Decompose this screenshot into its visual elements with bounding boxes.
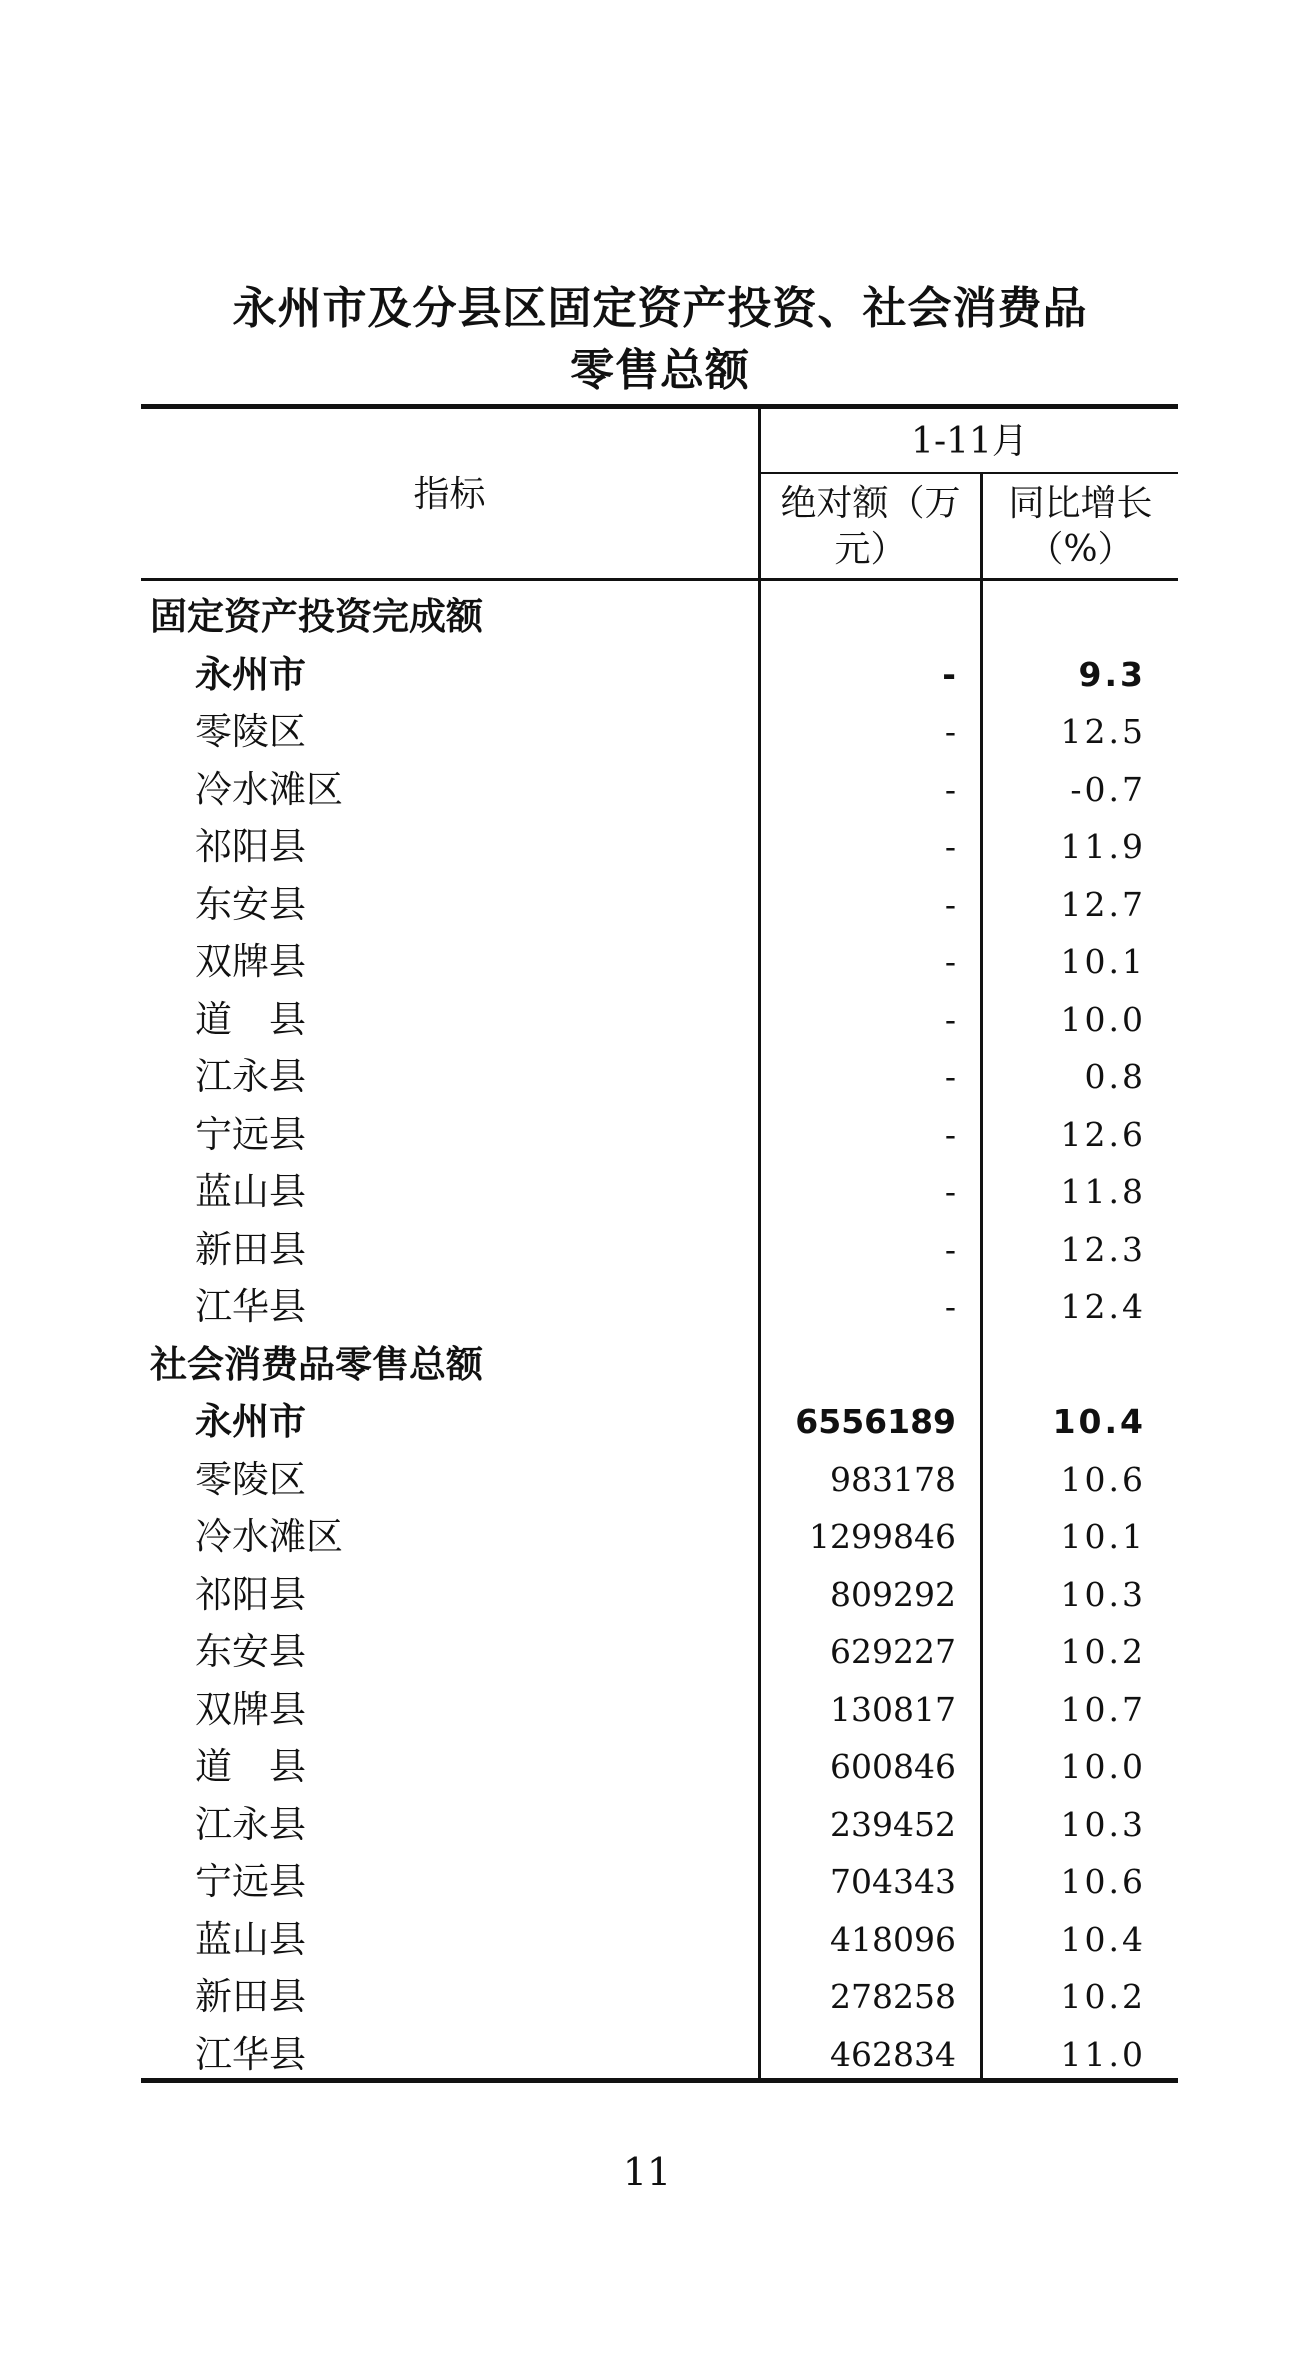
row-growth-rate: 11.8 [1060,1172,1146,1211]
row-growth-rate: 12.7 [1060,884,1146,924]
row-name: 宁远县 [195,1112,306,1156]
row-name: 零陵区 [195,1457,306,1501]
row-growth-rate: 12.5 [1060,712,1146,751]
document-title [140,278,1180,402]
row-growth-rate: -0.7 [1070,769,1146,809]
row-name: 零陵区 [195,710,306,753]
row-absolute-value: 6556189 [795,1402,956,1441]
header-bottom-rule [141,578,1178,581]
row-absolute-value: - [942,654,956,694]
row-absolute-value: - [944,1229,956,1269]
row-absolute-value: 130817 [830,1689,956,1729]
row-name: 新田县 [195,1975,306,2018]
row-absolute-value: 600846 [830,1747,956,1786]
row-growth-rate: 11.0 [1060,2034,1146,2074]
row-growth-rate: 10.6 [1060,1459,1146,1499]
row-growth-rate: 10.4 [1060,1919,1146,1959]
row-name: 双牌县 [195,1687,306,1731]
row-growth-rate: 11.9 [1060,827,1146,866]
header-growth-line2: （%） [1027,529,1134,570]
table-bottom-rule [141,2078,1178,2083]
row-absolute-value: - [944,1287,956,1326]
row-name: 江华县 [195,2032,306,2076]
row-absolute-value: - [944,1114,956,1154]
title-line-2: 零售总额 [570,345,750,396]
row-name: 道 县 [195,1745,306,1788]
row-growth-rate: 10.4 [1052,1402,1146,1441]
row-absolute-value: 629227 [830,1632,956,1671]
row-name: 江华县 [195,1285,306,1328]
row-absolute-value: - [944,1172,956,1211]
row-name: 江永县 [195,1055,306,1098]
row-growth-rate: 10.1 [1060,942,1146,981]
row-absolute-value: - [944,884,956,924]
row-name: 宁远县 [195,1860,306,1903]
row-absolute-value: - [944,712,956,751]
row-absolute-value: 704343 [830,1862,956,1901]
row-growth-rate: 10.0 [1060,999,1146,1039]
row-growth-rate: 9.3 [1078,654,1146,694]
section-title: 固定资产投资完成额 [150,595,483,638]
row-name: 祁阳县 [195,1572,306,1616]
header-absolute-line1: 绝对额（万 [780,483,961,524]
row-name: 祁阳县 [195,825,306,868]
row-name: 江永县 [195,1802,306,1846]
row-absolute-value: - [944,769,956,809]
row-absolute-value: 278258 [830,1977,956,2016]
row-absolute-value: 1299846 [809,1517,956,1556]
row-growth-rate: 10.1 [1060,1517,1146,1556]
header-absolute-line2: 元） [834,529,907,570]
column-divider-2 [980,474,983,2079]
row-name: 冷水滩区 [195,1515,343,1558]
row-absolute-value: 809292 [830,1574,956,1614]
row-absolute-value: 239452 [830,1804,956,1844]
header-growth-line1: 同比增长 [1008,483,1153,524]
row-growth-rate: 10.3 [1060,1574,1146,1614]
row-growth-rate: 10.0 [1060,1747,1146,1786]
row-name: 永州市 [195,1400,306,1443]
row-absolute-value: - [944,827,956,866]
row-growth-rate: 10.7 [1060,1689,1146,1729]
row-name: 冷水滩区 [195,767,343,811]
page-number: 11 [622,2150,672,2194]
row-absolute-value: 418096 [830,1919,956,1959]
row-absolute-value: - [944,942,956,981]
row-name: 蓝山县 [195,1170,306,1213]
row-absolute-value: 462834 [830,2034,956,2074]
row-name: 双牌县 [195,940,306,983]
title-line-1: 永州市及分县区固定资产投资、社会消费品 [232,283,1088,334]
header-indicator: 指标 [413,474,486,515]
row-absolute-value: 983178 [830,1459,956,1499]
table-top-rule [141,404,1178,409]
row-name: 蓝山县 [195,1917,306,1961]
row-growth-rate: 10.2 [1060,1632,1146,1671]
row-growth-rate: 12.6 [1060,1114,1146,1154]
row-name: 永州市 [195,652,306,696]
header-period: 1-11月 [911,421,1028,462]
row-growth-rate: 12.4 [1060,1287,1146,1326]
row-growth-rate: 10.2 [1060,1977,1146,2016]
row-name: 东安县 [195,1630,306,1673]
row-absolute-value: - [944,1057,956,1096]
row-growth-rate: 0.8 [1084,1057,1146,1096]
row-growth-rate: 10.3 [1060,1804,1146,1844]
row-growth-rate: 10.6 [1060,1862,1146,1901]
row-name: 东安县 [195,882,306,926]
section-title: 社会消费品零售总额 [150,1342,483,1386]
row-growth-rate: 12.3 [1060,1229,1146,1269]
row-name: 新田县 [195,1227,306,1271]
row-name: 道 县 [195,997,306,1041]
row-absolute-value: - [944,999,956,1039]
period-underline [760,472,1178,474]
